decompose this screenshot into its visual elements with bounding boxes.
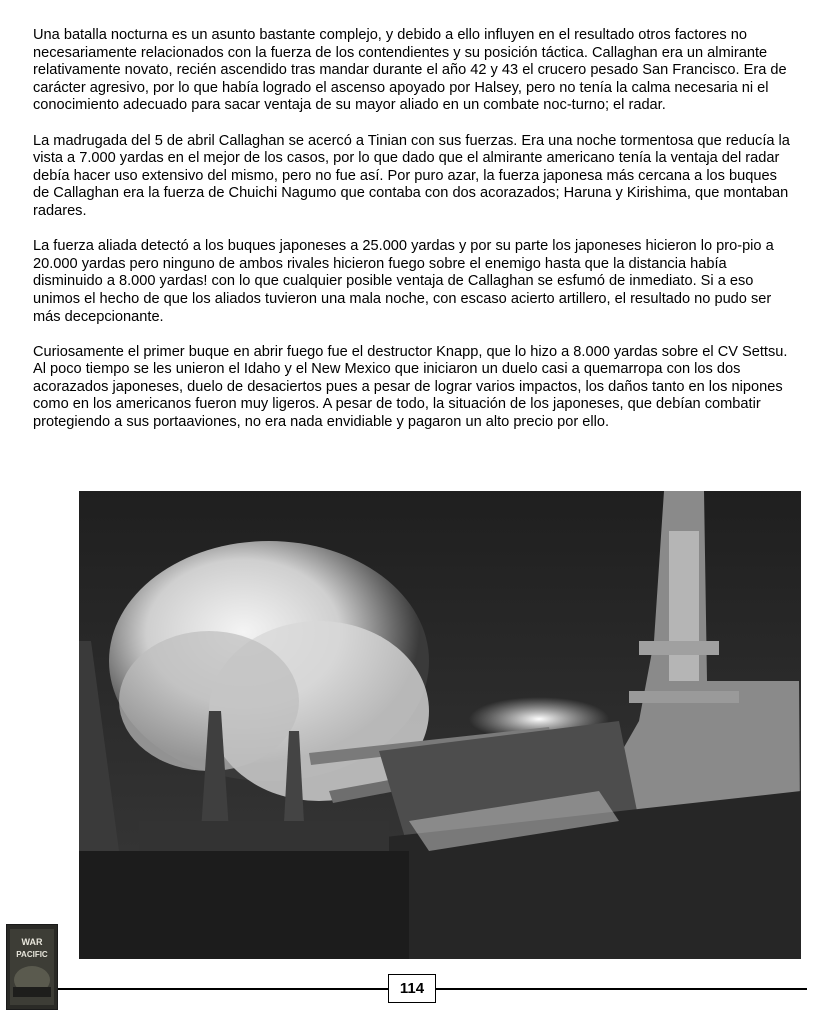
footer-rule-left — [58, 988, 388, 990]
article-body — [33, 27, 793, 449]
war-in-the-pacific-box-art — [6, 924, 58, 1010]
paragraph: La fuerza aliada detectó a los buques japoneses a 25.000 yardas y por su parte los japoneses hicieron lo pro-pio a 20.000 yardas pero ninguno de ambos rivales hicieron fuego sobre el enemigo hasta que la distancia había disminuido a 8.000 yardas! con lo que cualquier posible ventaja de Callaghan se esfumó de inmediato. Si a eso unimos el hecho de que los aliados tuvieron una mala noche, con escaso acierto artillero, el resultado no pudo ser más decepcionante. — [33, 238, 774, 325]
box-title-2: PACIFIC — [16, 950, 48, 959]
paragraph: Curiosamente el primer buque en abrir fuego fue el destructor Knapp, que lo hizo a 8.000 yardas sobre el CV Settsu. Al poco tiempo se les unieron el Idaho y el New Mexico que iniciaron un duelo casi a quemarropa con los dos acorazados japoneses, duelo de desaciertos pues a pesar de lograr varios impactos, los daños tanto en los nipones como en los americanos fueron muy ligeros. A pesar de todo, la situación de los japoneses, que debían combatir protegiendo a sus portaaviones, no era nada envidiable y pagaron un alto precio por ello. — [33, 343, 788, 431]
box-title-1: WAR — [21, 937, 43, 947]
paragraph: Una batalla nocturna es un asunto bastante complejo, y debido a ello influyen en el resultado otros factores no necesariamente relacionados con la fuerza de los contendientes y su posición táctica. Callaghan era un almirante relativamente novato, recién ascendido tras mandar durante el año 42 y 43 el crucero pesado San Francisco. Era de carácter agresivo, por lo que había logrado el ascenso apoyado por Halsey, pero no tenía la calma necesaria ni el conocimiento adecuado para sacar ventaja de su mayor aliado en un combate noc-turno; el radar. — [33, 27, 787, 114]
paragraph: La madrugada del 5 de abril Callaghan se acercó a Tinian con sus fuerzas. Era una noche tormentosa que reducía la vista a 7.000 yardas en el mejor de los casos, por lo que dado que el almirante americano tenía la ventaja del radar debía hacer uso extensivo del mismo, pero no fue así. Por puro azar, la fuerza japonesa más cercana a los buques de Callaghan era la fuerza de Chuichi Nagumo que contaba con dos acorazados; Haruna y Kirishima, que montaban radares. — [33, 132, 790, 219]
battleship-night-firing-photo — [79, 491, 801, 959]
page-number: 114 — [388, 974, 436, 1003]
footer-rule-right — [436, 988, 807, 990]
